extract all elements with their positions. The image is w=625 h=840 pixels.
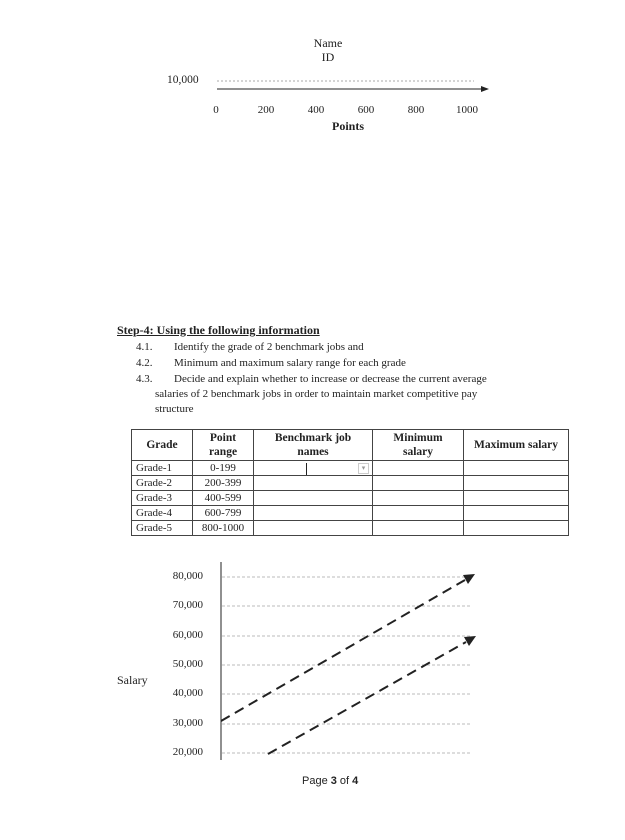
- cell-grade: Grade-4: [132, 506, 193, 521]
- id-label: ID: [321, 50, 335, 64]
- salary-y-tick: 70,000: [172, 599, 203, 611]
- salary-gridlines: [222, 577, 470, 753]
- step4-item-num: 4.1.: [136, 341, 153, 353]
- salary-y-tick: 30,000: [172, 717, 203, 729]
- step4-item-text: Minimum and maximum salary range for each grade: [174, 357, 406, 369]
- page-total: 4: [352, 775, 359, 787]
- salary-lower-arrow: [464, 636, 476, 646]
- cell-range: 800-1000: [193, 521, 254, 536]
- salary-lower-line: [268, 642, 466, 754]
- header-minimum-line2: salary: [402, 446, 434, 458]
- salary-upper-line: [221, 580, 465, 721]
- page-of: of: [336, 775, 353, 787]
- header-range: range: [208, 446, 238, 458]
- page-footer: [302, 775, 358, 787]
- cell-range: 0-199: [193, 461, 254, 476]
- salary-y-tick: 50,000: [172, 658, 203, 670]
- points-chart-x-title: Points: [331, 119, 365, 133]
- dropdown-arrow-icon[interactable]: ▾: [358, 463, 369, 474]
- header-grade: Grade: [132, 430, 193, 461]
- step4-item-num: 4.3.: [136, 373, 153, 385]
- points-x-tick: 1000: [456, 104, 478, 116]
- header-minimum-line1: Minimum: [393, 432, 443, 444]
- points-x-tick: 600: [357, 104, 375, 116]
- salary-upper-arrow: [463, 574, 475, 584]
- cell-grade: Grade-3: [132, 491, 193, 506]
- points-chart-y-label: 10,000: [167, 74, 199, 86]
- step4-item-3-cont: salaries of 2 benchmark jobs in order to maintain market competitive pay: [155, 388, 478, 400]
- points-x-tick: 0: [213, 104, 219, 116]
- salary-y-tick: 80,000: [172, 570, 203, 582]
- cell-grade: Grade-2: [132, 476, 193, 491]
- header-benchmark-line1: Benchmark job: [274, 432, 352, 444]
- salary-y-tick: 60,000: [172, 629, 203, 641]
- step4-item-3-cont2: structure: [155, 403, 194, 415]
- points-x-tick: 800: [407, 104, 425, 116]
- cell-range: 600-799: [193, 506, 254, 521]
- header-benchmark-line2: names: [297, 446, 329, 458]
- step4-item-num: 4.2.: [136, 357, 153, 369]
- header-point: Point: [209, 432, 237, 444]
- salary-y-tick: 20,000: [172, 746, 203, 758]
- salary-y-tick: 40,000: [172, 687, 203, 699]
- name-label: Name: [313, 36, 343, 50]
- step4-item-text: Decide and explain whether to increase or decrease the current average: [174, 373, 487, 385]
- step4-title: Step-4: Using the following information: [117, 323, 320, 337]
- header-maximum: Maximum salary: [464, 430, 569, 461]
- cell-range: 200-399: [193, 476, 254, 491]
- cell-grade: Grade-1: [132, 461, 193, 476]
- points-x-tick: 200: [257, 104, 275, 116]
- cell-range: 400-599: [193, 491, 254, 506]
- points-x-tick: 400: [307, 104, 325, 116]
- cell-grade: Grade-5: [132, 521, 193, 536]
- salary-axis-title: Salary: [117, 673, 148, 687]
- step4-item-text: Identify the grade of 2 benchmark jobs and: [174, 341, 364, 353]
- page-number: 3: [330, 775, 337, 787]
- page-prefix: Page: [302, 775, 331, 787]
